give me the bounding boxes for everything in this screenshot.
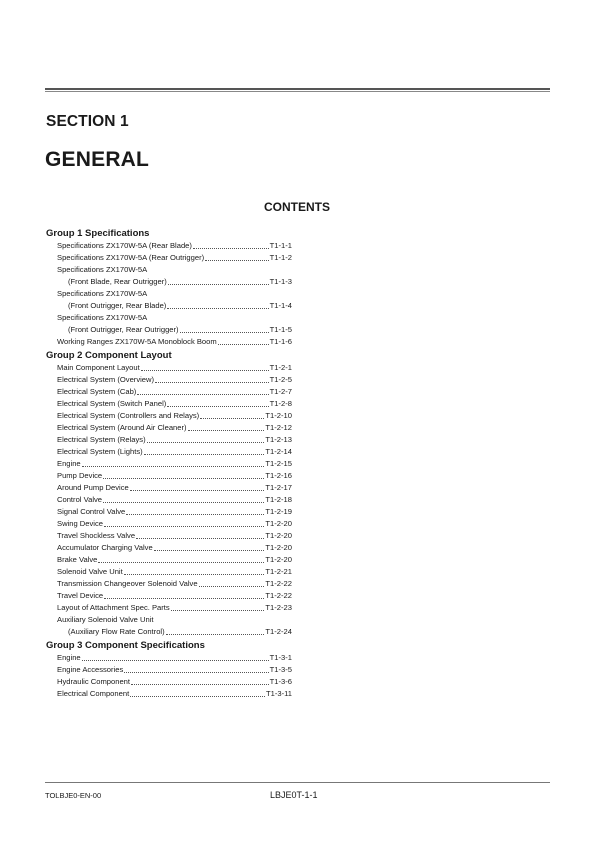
toc-entry[interactable]: [46, 614, 292, 626]
toc-entry-page: T1-2-23: [265, 603, 292, 612]
toc-entry-title: Electrical System (Relays): [57, 435, 146, 444]
toc-entry[interactable]: [46, 312, 292, 324]
dot-leader: [103, 501, 264, 503]
toc-entry[interactable]: [46, 482, 292, 494]
toc-entry-title: Main Component Layout: [57, 363, 140, 372]
toc-entry-title: (Front Blade, Rear Outrigger): [68, 277, 167, 286]
toc-entry-page: T1-3-11: [265, 689, 292, 698]
toc-entry-page: T1-2-22: [265, 591, 292, 600]
dot-leader: [130, 695, 265, 697]
toc-entry-title: Specifications ZX170W-5A: [57, 313, 148, 322]
toc-entry-title: Electrical System (Lights): [57, 447, 143, 456]
toc-entry-page: T1-2-17: [265, 483, 292, 492]
section-label: SECTION 1: [46, 113, 129, 130]
toc-entry[interactable]: [46, 276, 292, 288]
section-title: GENERAL: [45, 148, 150, 171]
toc-group-title: Group 3 Component Specifications: [46, 640, 205, 651]
toc-entry[interactable]: [46, 336, 292, 348]
top-rule: [45, 88, 550, 90]
dot-leader: [167, 307, 268, 309]
toc-entry-page: T1-1-2: [269, 253, 292, 262]
toc-entry[interactable]: [46, 676, 292, 688]
toc-entry[interactable]: [46, 410, 292, 422]
toc-entry-page: T1-3-1: [269, 653, 292, 662]
dot-leader: [168, 283, 269, 285]
dot-leader: [154, 549, 265, 551]
toc-entry[interactable]: [46, 602, 292, 614]
toc-entry-title: Electrical Component: [57, 689, 130, 698]
toc-entry[interactable]: [46, 530, 292, 542]
top-rule-secondary: [45, 91, 550, 92]
dot-leader: [205, 259, 268, 261]
dot-leader: [104, 597, 264, 599]
toc-entry[interactable]: [46, 362, 292, 374]
dot-leader: [136, 537, 264, 539]
dot-leader: [124, 671, 268, 673]
dot-leader: [167, 405, 268, 407]
toc-entry-title: Specifications ZX170W-5A: [57, 265, 148, 274]
toc-entry-title: Working Ranges ZX170W-5A Monoblock Boom: [57, 337, 217, 346]
dot-leader: [131, 683, 269, 685]
dot-leader: [104, 525, 264, 527]
toc-entry-title: Hydraulic Component: [57, 677, 131, 686]
toc-entry-title: Swing Device: [57, 519, 104, 528]
dot-leader: [166, 633, 265, 635]
toc-entry-page: T1-2-24: [265, 627, 292, 636]
dot-leader: [98, 561, 264, 563]
toc-entry[interactable]: [46, 240, 292, 252]
toc-entry-page: T1-2-1: [269, 363, 292, 372]
toc-entry[interactable]: [46, 446, 292, 458]
toc-entry-page: T1-2-10: [265, 411, 292, 420]
toc-entry[interactable]: [46, 506, 292, 518]
toc-entry-title: Specifications ZX170W-5A (Rear Blade): [57, 241, 192, 250]
toc-entry-title: Auxiliary Solenoid Valve Unit: [57, 615, 154, 624]
toc-entry-title: Layout of Attachment Spec. Parts: [57, 603, 170, 612]
dot-leader: [147, 441, 265, 443]
toc-entry[interactable]: [46, 374, 292, 386]
toc-entry-title: (Auxiliary Flow Rate Control): [68, 627, 165, 636]
toc-entry[interactable]: [46, 422, 292, 434]
toc-entry-title: Brake Valve: [57, 555, 98, 564]
toc-entry[interactable]: [46, 434, 292, 446]
toc-entry-page: T1-1-3: [269, 277, 292, 286]
toc-entry-page: T1-1-6: [269, 337, 292, 346]
dot-leader: [124, 573, 265, 575]
toc-entry-title: Around Pump Device: [57, 483, 129, 492]
toc-entry-title: Specifications ZX170W-5A: [57, 289, 148, 298]
toc-entry[interactable]: [46, 652, 292, 664]
toc-entry[interactable]: [46, 518, 292, 530]
toc-entry-title: Travel Device: [57, 591, 104, 600]
toc-entry-title: Transmission Changeover Solenoid Valve: [57, 579, 198, 588]
toc-entry-page: T1-2-20: [265, 543, 292, 552]
toc-entry-title: Signal Control Valve: [57, 507, 126, 516]
toc-entry[interactable]: [46, 324, 292, 336]
toc-entry-title: Accumulator Charging Valve: [57, 543, 153, 552]
toc-entry[interactable]: [46, 542, 292, 554]
toc-entry-page: T1-2-7: [269, 387, 292, 396]
page-code: LBJE0T-1-1: [270, 790, 318, 800]
toc-entry-title: Control Valve: [57, 495, 103, 504]
dot-leader: [82, 659, 269, 661]
toc-entry[interactable]: [46, 590, 292, 602]
toc-entry-title: Electrical System (Switch Panel): [57, 399, 167, 408]
toc-group-title: Group 2 Component Layout: [46, 350, 172, 361]
toc-entry-page: T1-2-16: [265, 471, 292, 480]
toc-entry[interactable]: [46, 386, 292, 398]
toc-entry[interactable]: [46, 554, 292, 566]
toc-entry-page: T1-1-1: [269, 241, 292, 250]
toc-entry-page: T1-2-19: [265, 507, 292, 516]
dot-leader: [193, 247, 269, 249]
toc-entry[interactable]: [46, 566, 292, 578]
toc-entry-page: T1-2-21: [265, 567, 292, 576]
dot-leader: [82, 465, 265, 467]
toc-entry[interactable]: [46, 264, 292, 276]
toc-entry-page: T1-2-13: [265, 435, 292, 444]
toc-entry[interactable]: [46, 688, 292, 700]
toc-entry-page: T1-2-5: [269, 375, 292, 384]
toc-entry-page: T1-1-4: [269, 301, 292, 310]
toc-entry-page: T1-2-20: [265, 555, 292, 564]
toc-entry[interactable]: [46, 494, 292, 506]
toc-entry-page: T1-2-18: [265, 495, 292, 504]
dot-leader: [103, 477, 264, 479]
toc-entry-title: Electrical System (Cab): [57, 387, 137, 396]
dot-leader: [141, 369, 269, 371]
dot-leader: [180, 331, 269, 333]
toc-entry-title: Electrical System (Around Air Cleaner): [57, 423, 187, 432]
toc-entry[interactable]: [46, 664, 292, 676]
dot-leader: [126, 513, 264, 515]
dot-leader: [188, 429, 265, 431]
toc-entry-page: T1-2-20: [265, 519, 292, 528]
dot-leader: [130, 489, 265, 491]
toc-entry[interactable]: [46, 252, 292, 264]
toc-group-title: Group 1 Specifications: [46, 228, 150, 239]
dot-leader: [199, 585, 265, 587]
table-of-contents: [46, 226, 292, 700]
dot-leader: [200, 417, 264, 419]
dot-leader: [155, 381, 269, 383]
toc-entry[interactable]: [46, 288, 292, 300]
toc-entry-page: T1-1-5: [269, 325, 292, 334]
dot-leader: [137, 393, 268, 395]
toc-entry[interactable]: [46, 578, 292, 590]
dot-leader: [218, 343, 269, 345]
toc-entry-title: Engine Accessories: [57, 665, 124, 674]
toc-entry-page: T1-2-12: [265, 423, 292, 432]
toc-entry-page: T1-2-14: [265, 447, 292, 456]
toc-entry[interactable]: [46, 398, 292, 410]
toc-entry-title: Engine: [57, 653, 81, 662]
toc-entry-title: Specifications ZX170W-5A (Rear Outrigger): [57, 253, 205, 262]
toc-entry[interactable]: [46, 626, 292, 638]
document-code: TOLBJE0-EN-00: [45, 791, 102, 800]
toc-entry-title: (Front Outrigger, Rear Outrigger): [68, 325, 179, 334]
footer-rule: [45, 782, 550, 783]
toc-entry[interactable]: [46, 458, 292, 470]
toc-entry-title: Engine: [57, 459, 81, 468]
toc-entry[interactable]: [46, 470, 292, 482]
toc-entry-page: T1-3-6: [269, 677, 292, 686]
dot-leader: [144, 453, 265, 455]
toc-entry-title: Electrical System (Overview): [57, 375, 155, 384]
toc-entry-title: (Front Outrigger, Rear Blade): [68, 301, 167, 310]
toc-entry-page: T1-2-8: [269, 399, 292, 408]
toc-entry-title: Travel Shockless Valve: [57, 531, 136, 540]
dot-leader: [171, 609, 265, 611]
toc-entry-title: Pump Device: [57, 471, 103, 480]
toc-entry-page: T1-2-22: [265, 579, 292, 588]
toc-entry[interactable]: [46, 300, 292, 312]
toc-entry-page: T1-3-5: [269, 665, 292, 674]
toc-entry-title: Electrical System (Controllers and Relays): [57, 411, 200, 420]
contents-heading: CONTENTS: [264, 200, 330, 214]
toc-entry-page: T1-2-15: [265, 459, 292, 468]
toc-entry-page: T1-2-20: [265, 531, 292, 540]
toc-entry-title: Solenoid Valve Unit: [57, 567, 123, 576]
